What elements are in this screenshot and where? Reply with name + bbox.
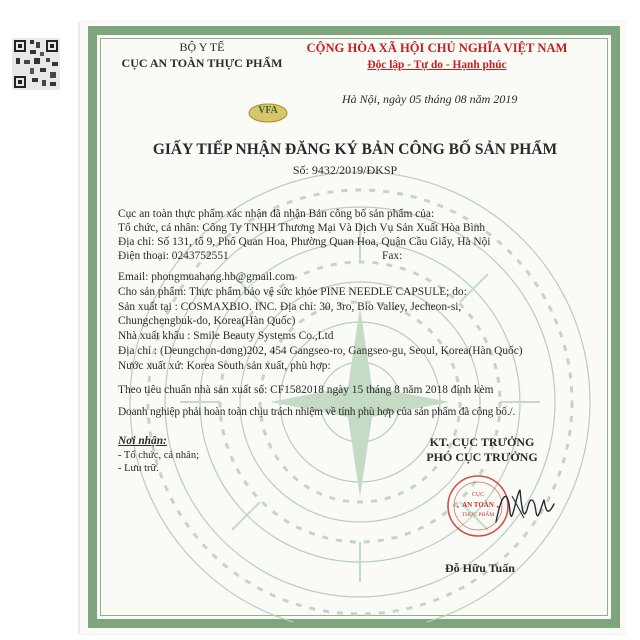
body-line-exporter-address: Địa chỉ : (Deungchon-dong)202, 454 Gangseo-ro, Gangseo-gu, Seoul, Korea(Hàn Quốc): [118, 345, 523, 357]
body-line-manufacturer: Sản xuất tại : COSMAXBIO. INC. Địa chỉ: 30, 3ro, Bio Valley, Jecheon-si,: [118, 301, 462, 313]
body-line-address: Địa chỉ: Số 131, tổ 9, Phố Quan Hoa, Phường Quan Hoa, Quận Cầu Giấy, Hà Nội: [118, 236, 491, 248]
signatory-name: Đỗ Hữu Tuấn: [445, 561, 515, 575]
recipient-item: - Tổ chức, cá nhân;: [118, 450, 200, 461]
body-line-organization: Tổ chức, cá nhân: Công Ty TNHH Thương Mại Và Dịch Vụ Sản Xuất Hòa Bình: [118, 222, 486, 234]
recipients-heading: Nơi nhận:: [118, 435, 167, 447]
certificate-document: [80, 22, 626, 634]
signatory-title: KT. CỤC TRƯỞNG: [429, 435, 535, 449]
body-line-intro: Cục an toàn thực phẩm xác nhận đã nhận Bản công bố sản phẩm của:: [118, 208, 435, 220]
body-line-exporter: Nhà xuất khẩu : Smile Beauty Systems Co.,Ltd: [118, 330, 334, 342]
qr-code: [12, 38, 60, 90]
body-line-manufacturer-region: Chungchengbuk-do, Korea(Hàn Quốc): [118, 315, 296, 327]
svg-text:★: ★: [496, 504, 500, 509]
body-line-email: Email: phongmuahang.hb@gmail.com: [118, 271, 295, 283]
place-and-date: Hà Nội, ngày 05 tháng 08 năm 2019: [342, 92, 518, 106]
republic-title: CỘNG HÒA XÃ HỘI CHỦ NGHĨA VIỆT NAM: [306, 41, 568, 55]
national-motto: Độc lập - Tự do - Hạnh phúc: [367, 59, 507, 71]
body-line-phone: Điện thoại: 0243752551: [118, 250, 229, 262]
fax-label: Fax:: [382, 250, 403, 262]
body-line-product: Cho sản phẩm: Thực phẩm bảo vệ sức khỏe PINE NEEDLE CAPSULE; do:: [118, 286, 467, 298]
body-line-responsibility: Doanh nghiệp phải hoàn toàn chịu trách nhiệm về tính phù hợp của sản phẩm đã công bố./.: [118, 406, 516, 418]
stamp-text-bot: THỰC PHẨM: [461, 512, 495, 518]
handwritten-signature: [490, 482, 560, 534]
agency-name: CỤC AN TOÀN THỰC PHẨM: [121, 56, 283, 70]
recipient-item: - Lưu trữ.: [118, 463, 159, 474]
registration-number: Số: 9432/2019/ĐKSP: [292, 163, 398, 177]
ministry-name: BỘ Y TẾ: [179, 40, 225, 54]
signatory-subtitle: PHÓ CỤC TRƯỞNG: [426, 450, 538, 464]
stamp-text-mid: AN TOÀN: [462, 501, 494, 509]
vfa-logo-text: VFA: [258, 105, 278, 116]
document-title: GIẤY TIẾP NHẬN ĐĂNG KÝ BẢN CÔNG BỐ SẢN PHẨM: [152, 141, 558, 158]
body-line-origin: Nước xuất xứ: Korea South sản xuất, phù hợp:: [118, 360, 331, 372]
body-line-standard: Theo tiêu chuẩn nhà sản xuất số: CF1582018 ngày 15 tháng 8 năm 2018 đính kèm: [118, 384, 494, 396]
svg-text:★: ★: [456, 504, 460, 509]
stamp-text-top: CỤC: [471, 492, 485, 498]
